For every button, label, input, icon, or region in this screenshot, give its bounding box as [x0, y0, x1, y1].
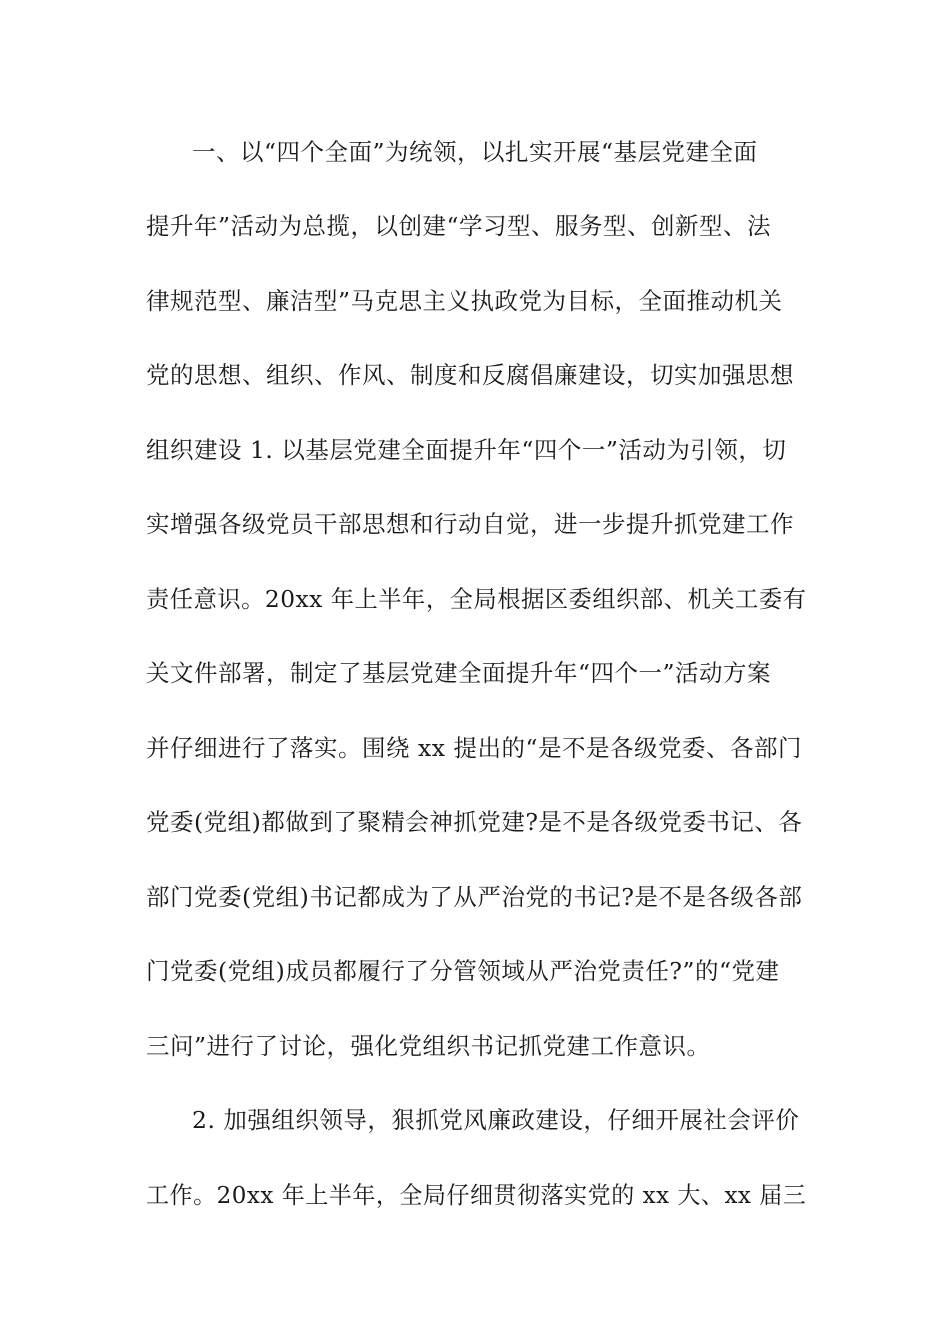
text-line: 责任意识。20xx 年上半年，全局根据区委组织部、机关工委有 — [146, 585, 807, 613]
text-line: 一、以“四个全面”为统领，以扎实开展“基层党建全面 — [192, 138, 758, 166]
text-line: 三问”进行了讨论，强化党组织书记抓党建工作意识。 — [146, 1032, 711, 1060]
text-line: 组织建设 1. 以基层党建全面提升年“四个一”活动为引领，切 — [146, 436, 787, 464]
text-line: 2. 加强组织领导，狠抓党风廉政建设，仔细开展社会评价 — [192, 1106, 800, 1134]
text-line: 党的思想、组织、作风、制度和反腐倡廉建设，切实加强思想 — [146, 361, 794, 389]
text-line: 关文件部署，制定了基层党建全面提升年“四个一”活动方案 — [146, 659, 772, 687]
text-line: 党委(党组)都做到了聚精会神抓党建?是不是各级党委书记、各 — [146, 808, 803, 836]
text-line: 提升年”活动为总揽，以创建“学习型、服务型、创新型、法 — [146, 212, 772, 240]
text-line: 部门党委(党组)书记都成为了从严治党的书记?是不是各级各部 — [146, 883, 803, 911]
text-line: 律规范型、廉洁型”马克思主义执政党为目标，全面推动机关 — [146, 287, 783, 315]
text-line: 并仔细进行了落实。围绕 xx 提出的“是不是各级党委、各部门 — [146, 734, 802, 762]
text-line: 工作。20xx 年上半年，全局仔细贯彻落实党的 xx 大、xx 届三 — [146, 1181, 807, 1209]
text-line: 实增强各级党员干部思想和行动自觉，进一步提升抓党建工作 — [146, 510, 794, 538]
text-line: 门党委(党组)成员都履行了分管领域从严治党责任?”的“党建 — [146, 957, 780, 985]
